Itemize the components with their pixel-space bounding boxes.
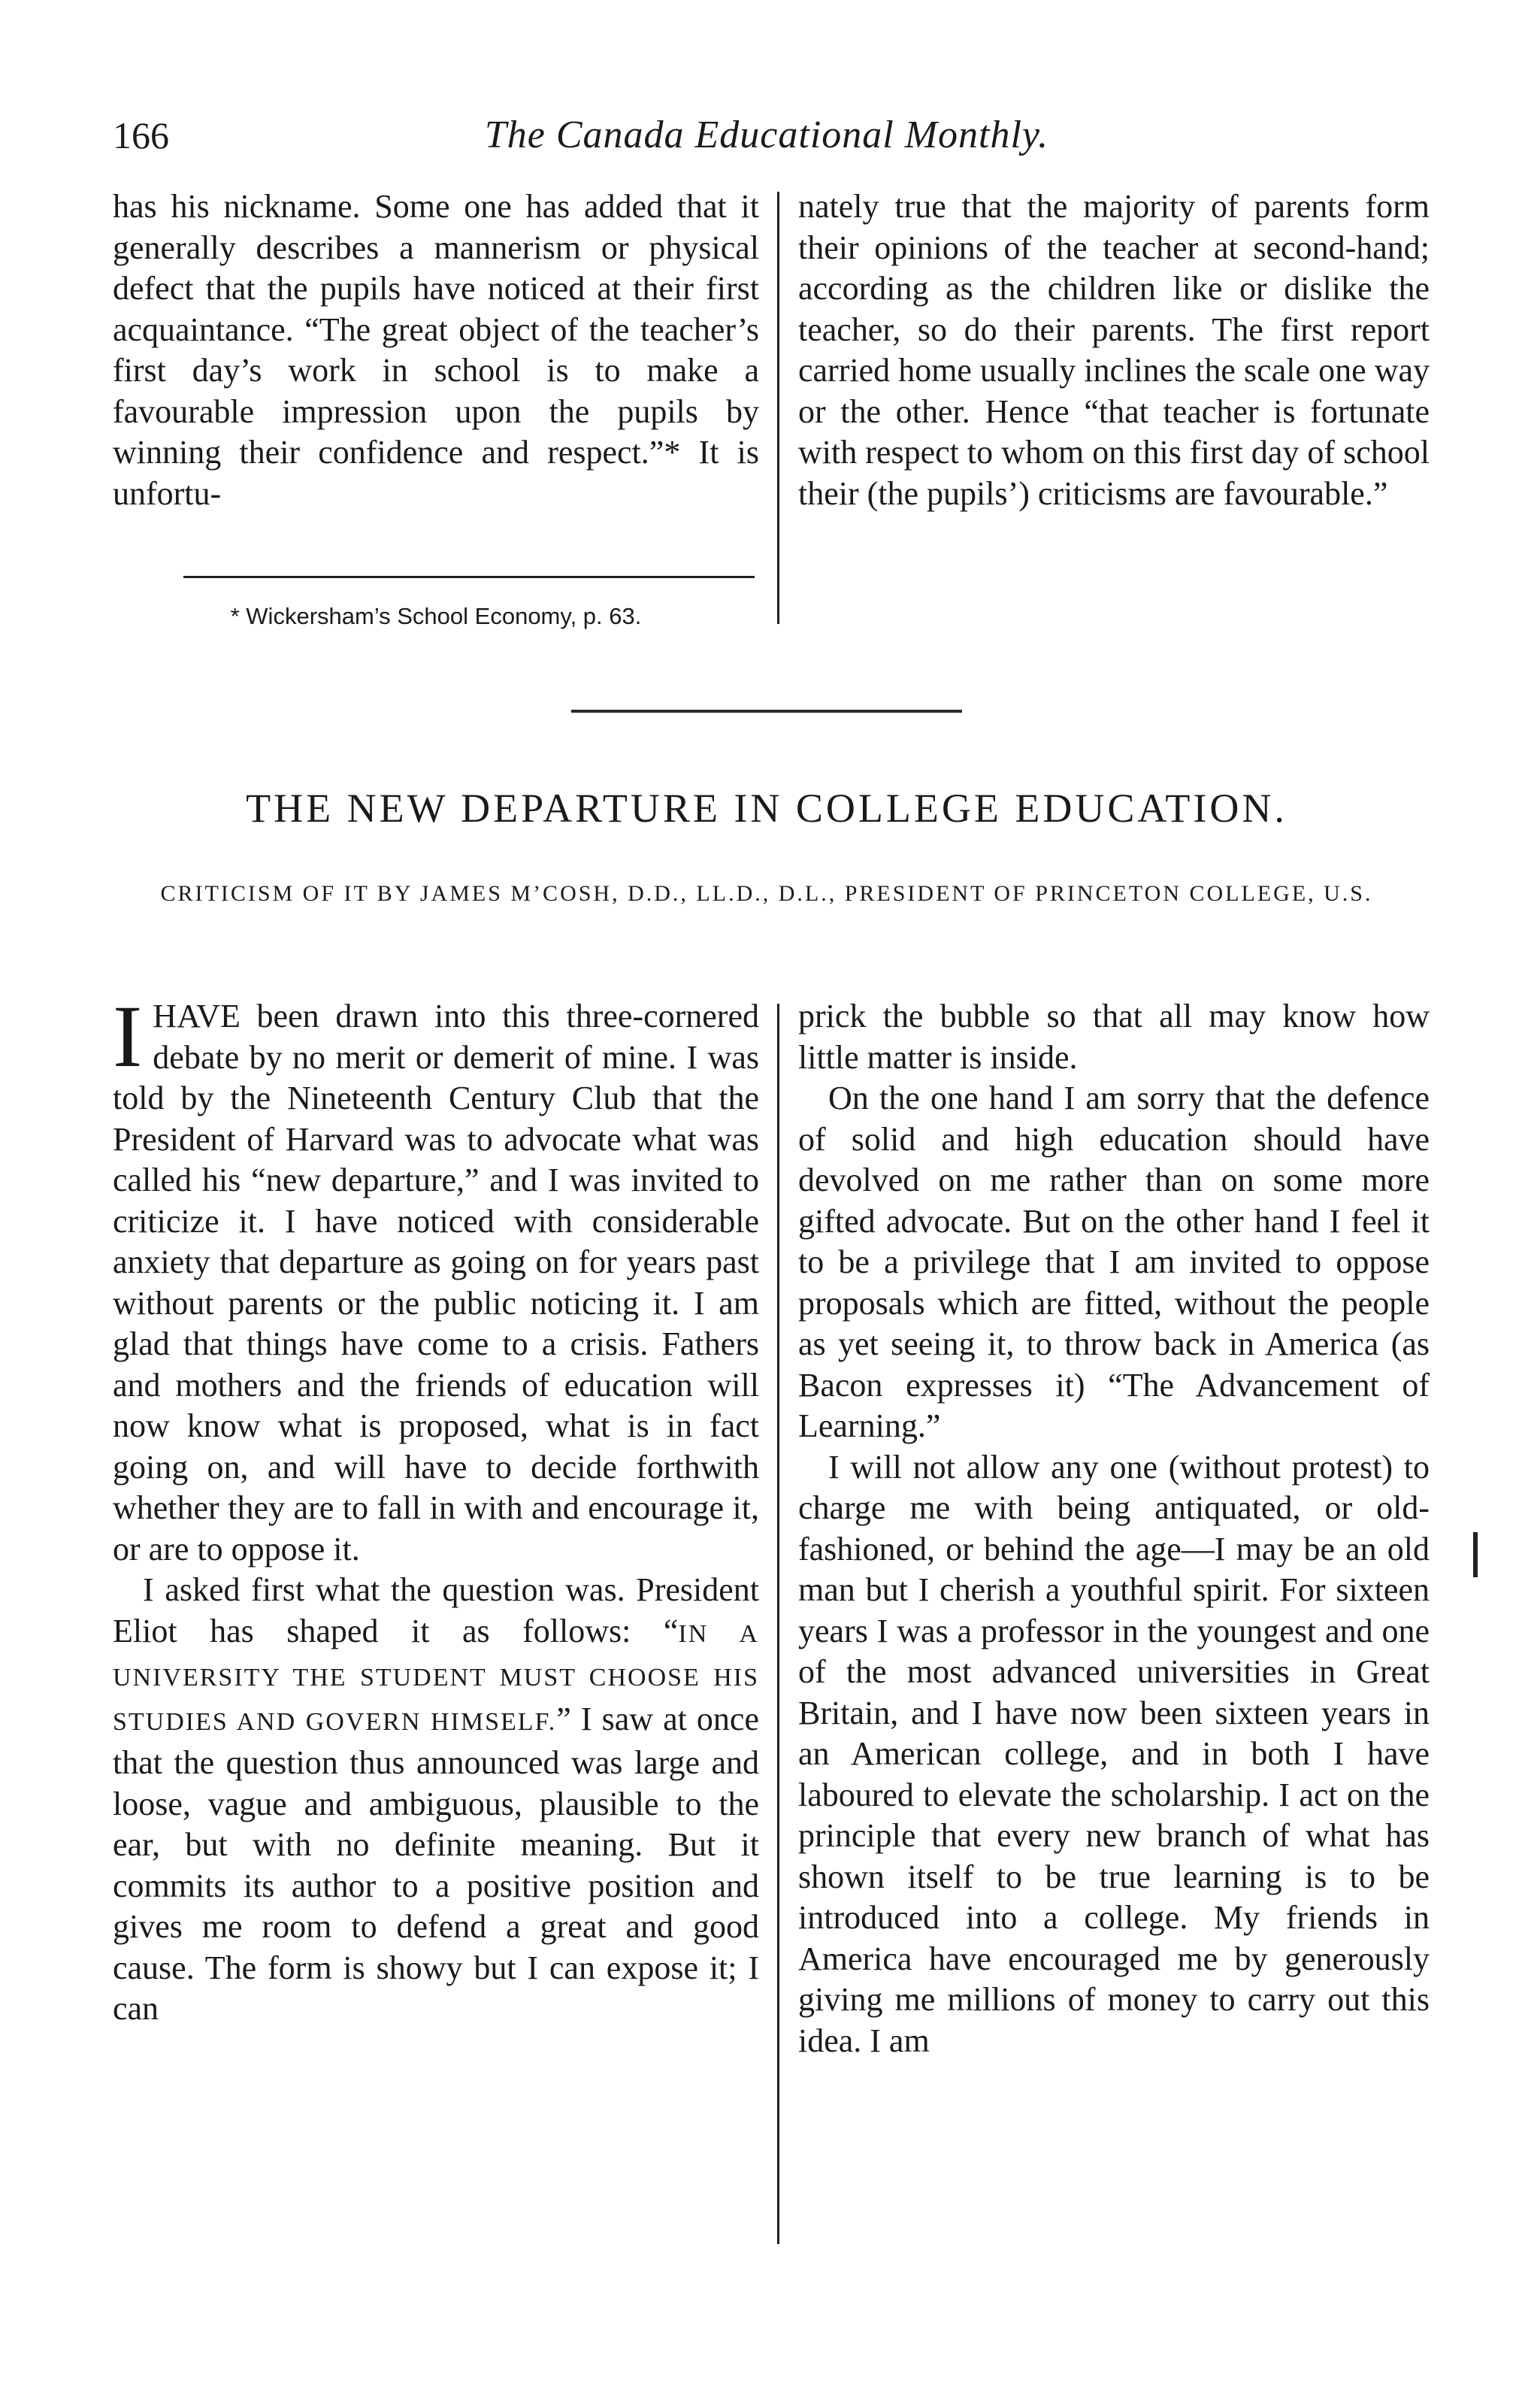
paragraph-youthful: I will not allow any one (without protest) to charge me with being antiquated, or old-fashioned, or behind the age—I may be an old man but I cherish a youthful spirit. For sixteen years I was a professor in the youngest and one of the most advanced universities in Great Britain, and I have now been sixteen years in an American college, and in both I have laboured to elevate the scholarship. I act on the principle that every new branch of what has shown itself to be true learning is to be introduced into a college. My friends in America have encouraged me by generously giving me millions of money to carry out this idea. I am: [798, 1448, 1430, 2059]
body-column-divider: [777, 1004, 779, 2244]
paragraph-opening: [113, 987, 759, 1570]
paragraph-question-text-b: ” I saw at once that the question thus announced was large and loose, vague and ambiguous, plausible to the ear, but with no definite meaning. But it commits its author to a positive position and gives me room to defend a great and good cause. The form is showy but I can expose it; I can: [113, 1700, 759, 2027]
running-head: [113, 113, 1421, 165]
paragraph-opening-text: HAVE been drawn into this three-cornered debate by no merit or demerit of mine. I was told by the Nineteenth Century Club that the President of Harvard was to advocate what was called his “new departure,” and I was invited to criticize it. I have noticed with considerable anxiety that departure as going on for years past without parents or the public noticing it. I am glad that things have come to a crisis. Fathers and mothers and the friends of education will now know what is proposed, what is in fact going on, and will have to decide forthwith whether they are to fall in with and encourage it, or are to oppose it.: [113, 998, 759, 1567]
page-number: 166: [113, 114, 169, 156]
article-subtitle: CRITICISM OF IT BY JAMES M’COSH, D.D., LL.D., D.L., PRESIDENT OF PRINCETON COLLEGE, U.S.: [160, 881, 1373, 906]
paragraph-bubble: prick the bubble so that all may know how little matter is inside.: [798, 998, 1430, 1076]
paragraph-defence: On the one hand I am sorry that the defence of solid and high education should have devolved on me rather than on some more gifted advocate. But on the other hand I feel it to be a privilege that I am invited to oppose proposals which are fitted, without the people as yet seeing it, to throw back in America (as Bacon expresses it) “The Advancement of Learning.”: [798, 1080, 1430, 1444]
section-divider: [571, 710, 962, 713]
journal-title: The Canada Educational Monthly.: [484, 114, 1049, 156]
drop-cap: I: [113, 987, 143, 1086]
footnote: * Wickersham’s School Economy, p. 63.: [230, 603, 642, 629]
paragraph-question: [113, 1570, 759, 2030]
footnote-rule: [183, 576, 755, 578]
article-title: THE NEW DEPARTURE IN COLLEGE EDUCATION.: [246, 786, 1287, 831]
top-left-column: [113, 186, 759, 514]
small-caps-quote: IN A UNIVERSITY THE STUDENT MUST CHOOSE HIS STUDIES AND GOVERN HIMSELF.: [113, 1619, 759, 1736]
top-right-column: [798, 186, 1430, 514]
paragraph-question-text-a: I asked first what the question was. President Eliot has shaped it as follows: “: [113, 1571, 759, 1649]
body-right-column: [798, 996, 1430, 2061]
body-left-column: [113, 987, 759, 2030]
top-column-divider: [777, 192, 779, 624]
top-right-text: nately true that the majority of parents form their opinions of the teacher at second-hand; according as the children like or dislike the teacher, so do their parents. The first report carried home usually inclines the scale one way or the other. Hence “that teacher is fortunate with respect to whom on this first day of school their (the pupils’) criticisms are favourable.”: [798, 188, 1430, 512]
top-left-text: has his nickname. Some one has added that it generally describes a mannerism or physical defect that the pupils have noticed at their first acquaintance. “The great object of the teacher’s first day’s work in school is to make a favourable impression upon the pupils by winning their confidence and respect.”* It is unfortu-: [113, 188, 759, 512]
margin-mark: [1473, 1532, 1478, 1577]
